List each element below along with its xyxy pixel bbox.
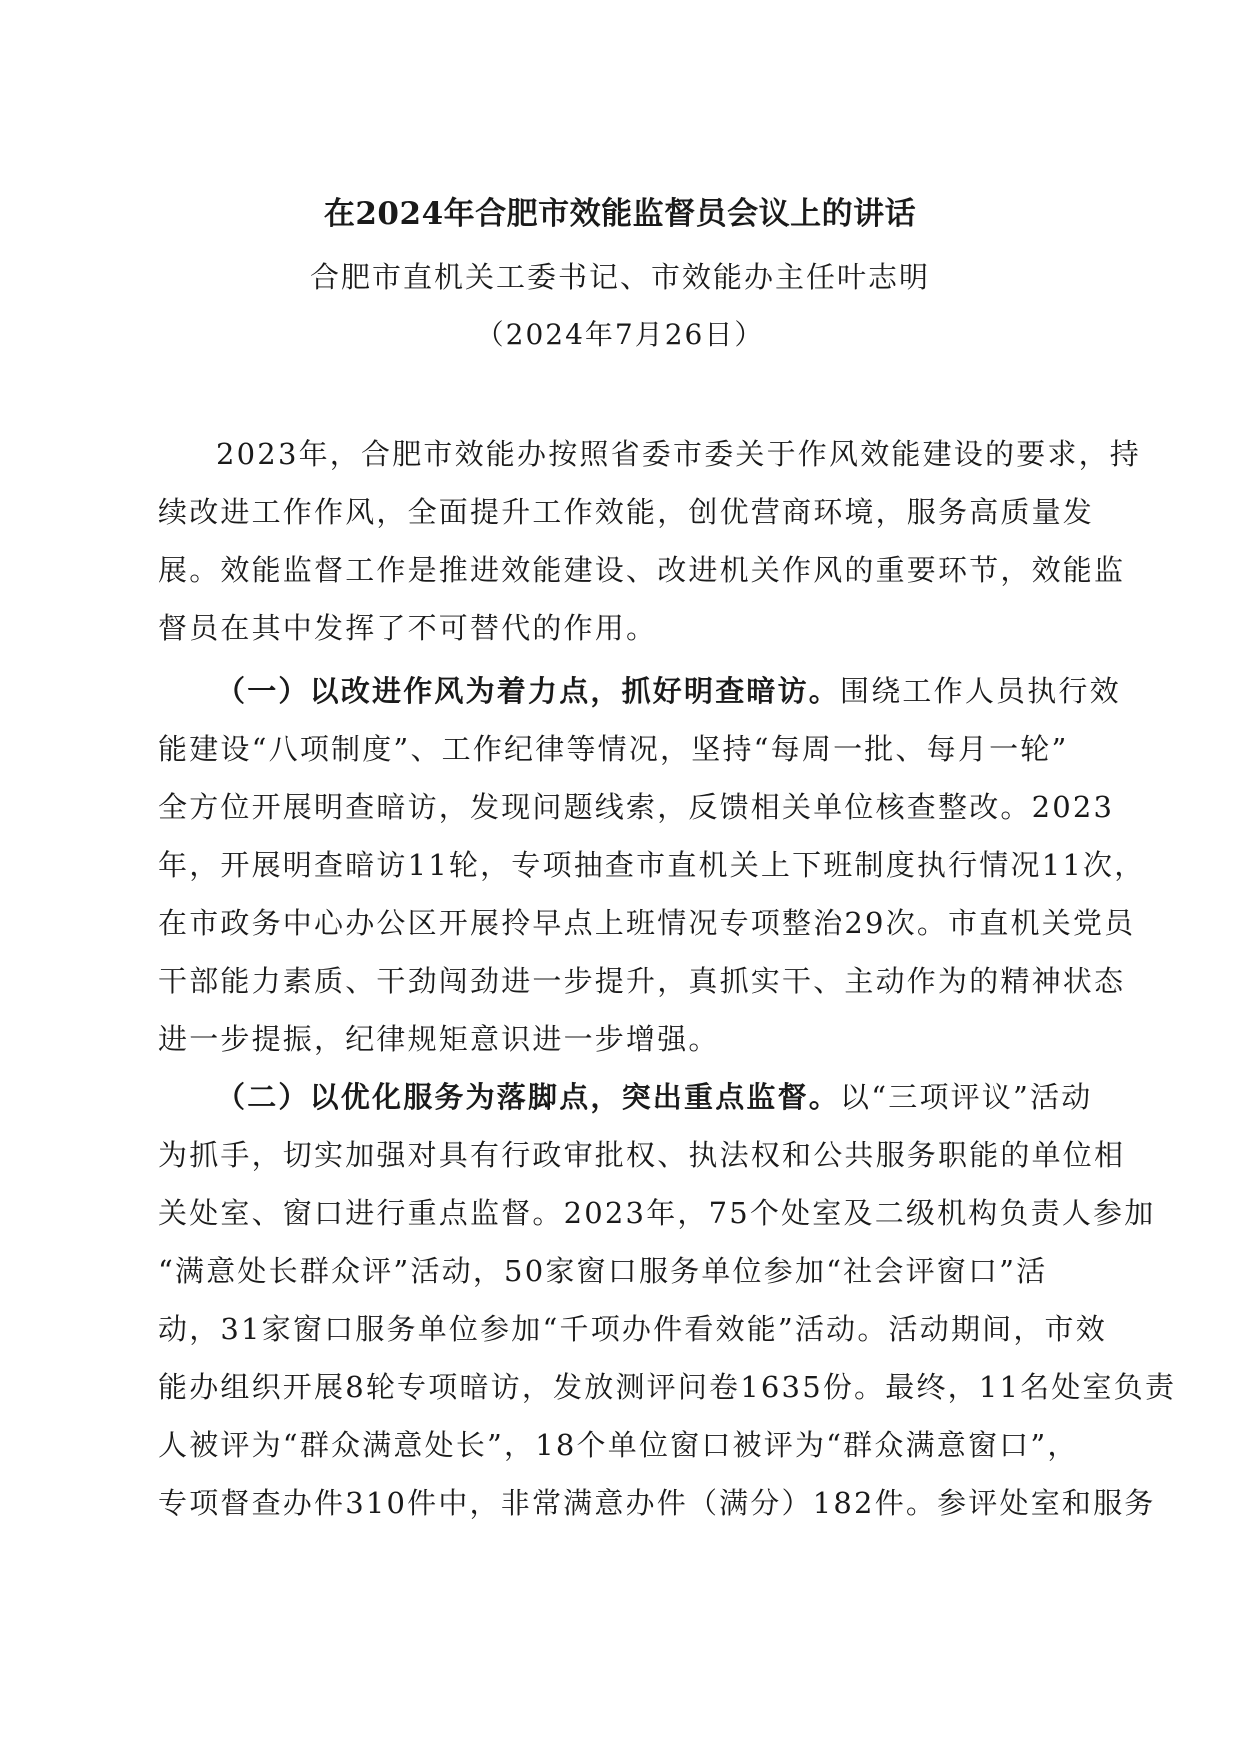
paragraph-line: 2023年，合肥市效能办按照省委市委关于作风效能建设的要求，持	[216, 437, 1142, 471]
paragraph-line: 续改进工作作风，全面提升工作效能，创优营商环境，服务高质量发	[158, 495, 1095, 529]
paragraph-line: “满意处长群众评”活动，50家窗口服务单位参加“社会评窗口”活	[158, 1254, 1048, 1288]
paragraph-line: 全方位开展明查暗访，发现问题线索，反馈相关单位核查整改。2023	[158, 790, 1115, 824]
paragraph-line: 为抓手，切实加强对具有行政审批权、执法权和公共服务职能的单位相	[158, 1138, 1126, 1172]
paragraph-section-one	[158, 662, 1146, 1068]
paragraph-first-line	[158, 1068, 1093, 1126]
paragraph-line: 在市政务中心办公区开展拎早点上班情况专项整治29次。市直机关党员	[158, 906, 1136, 940]
paragraph-line-rest: 围绕工作人员执行效	[840, 674, 1121, 708]
paragraph-line-rest: 以“三项评议”活动	[840, 1080, 1093, 1114]
document-author: 合肥市直机关工委书记、市效能办主任叶志明	[309, 260, 930, 294]
paragraph-line: 人被评为“群众满意处长”，18个单位窗口被评为“群众满意窗口”，	[158, 1428, 1079, 1462]
paragraph-line: 能建设“八项制度”、工作纪律等情况，坚持“每周一批、每月一轮”	[158, 732, 1069, 766]
paragraph-line: 年，开展明查暗访11轮，专项抽查市直机关上下班制度执行情况11次，	[158, 848, 1146, 882]
paragraph-line: 进一步提振，纪律规矩意识进一步增强。	[158, 1022, 720, 1056]
document-title: 在2024年合肥市效能监督员会议上的讲话	[323, 196, 917, 232]
paragraph-line: 动，31家窗口服务单位参加“千项办件看效能”活动。活动期间，市效	[158, 1312, 1107, 1346]
section-heading: （二）以优化服务为落脚点，突出重点监督。	[216, 1080, 841, 1114]
paragraph-intro	[158, 425, 1142, 657]
paragraph-section-two	[158, 1068, 1177, 1532]
paragraph-line: 关处室、窗口进行重点监督。2023年，75个处室及二级机构负责人参加	[158, 1196, 1156, 1230]
paragraph-line: 督员在其中发挥了不可替代的作用。	[158, 611, 658, 645]
document-date: （2024年7月26日）	[475, 318, 765, 351]
paragraph-line: 能办组织开展8轮专项暗访，发放测评问卷1635份。最终，11名处室负责	[158, 1370, 1177, 1404]
section-heading: （一）以改进作风为着力点，抓好明查暗访。	[216, 674, 841, 708]
paragraph-line: 专项督查办件310件中，非常满意办件（满分）182件。参评处室和服务	[158, 1486, 1156, 1520]
paragraph-line: 干部能力素质、干劲闯劲进一步提升，真抓实干、主动作为的精神状态	[158, 964, 1126, 998]
paragraph-line: 展。效能监督工作是推进效能建设、改进机关作风的重要环节，效能监	[158, 553, 1126, 587]
paragraph-first-line	[158, 662, 1121, 720]
